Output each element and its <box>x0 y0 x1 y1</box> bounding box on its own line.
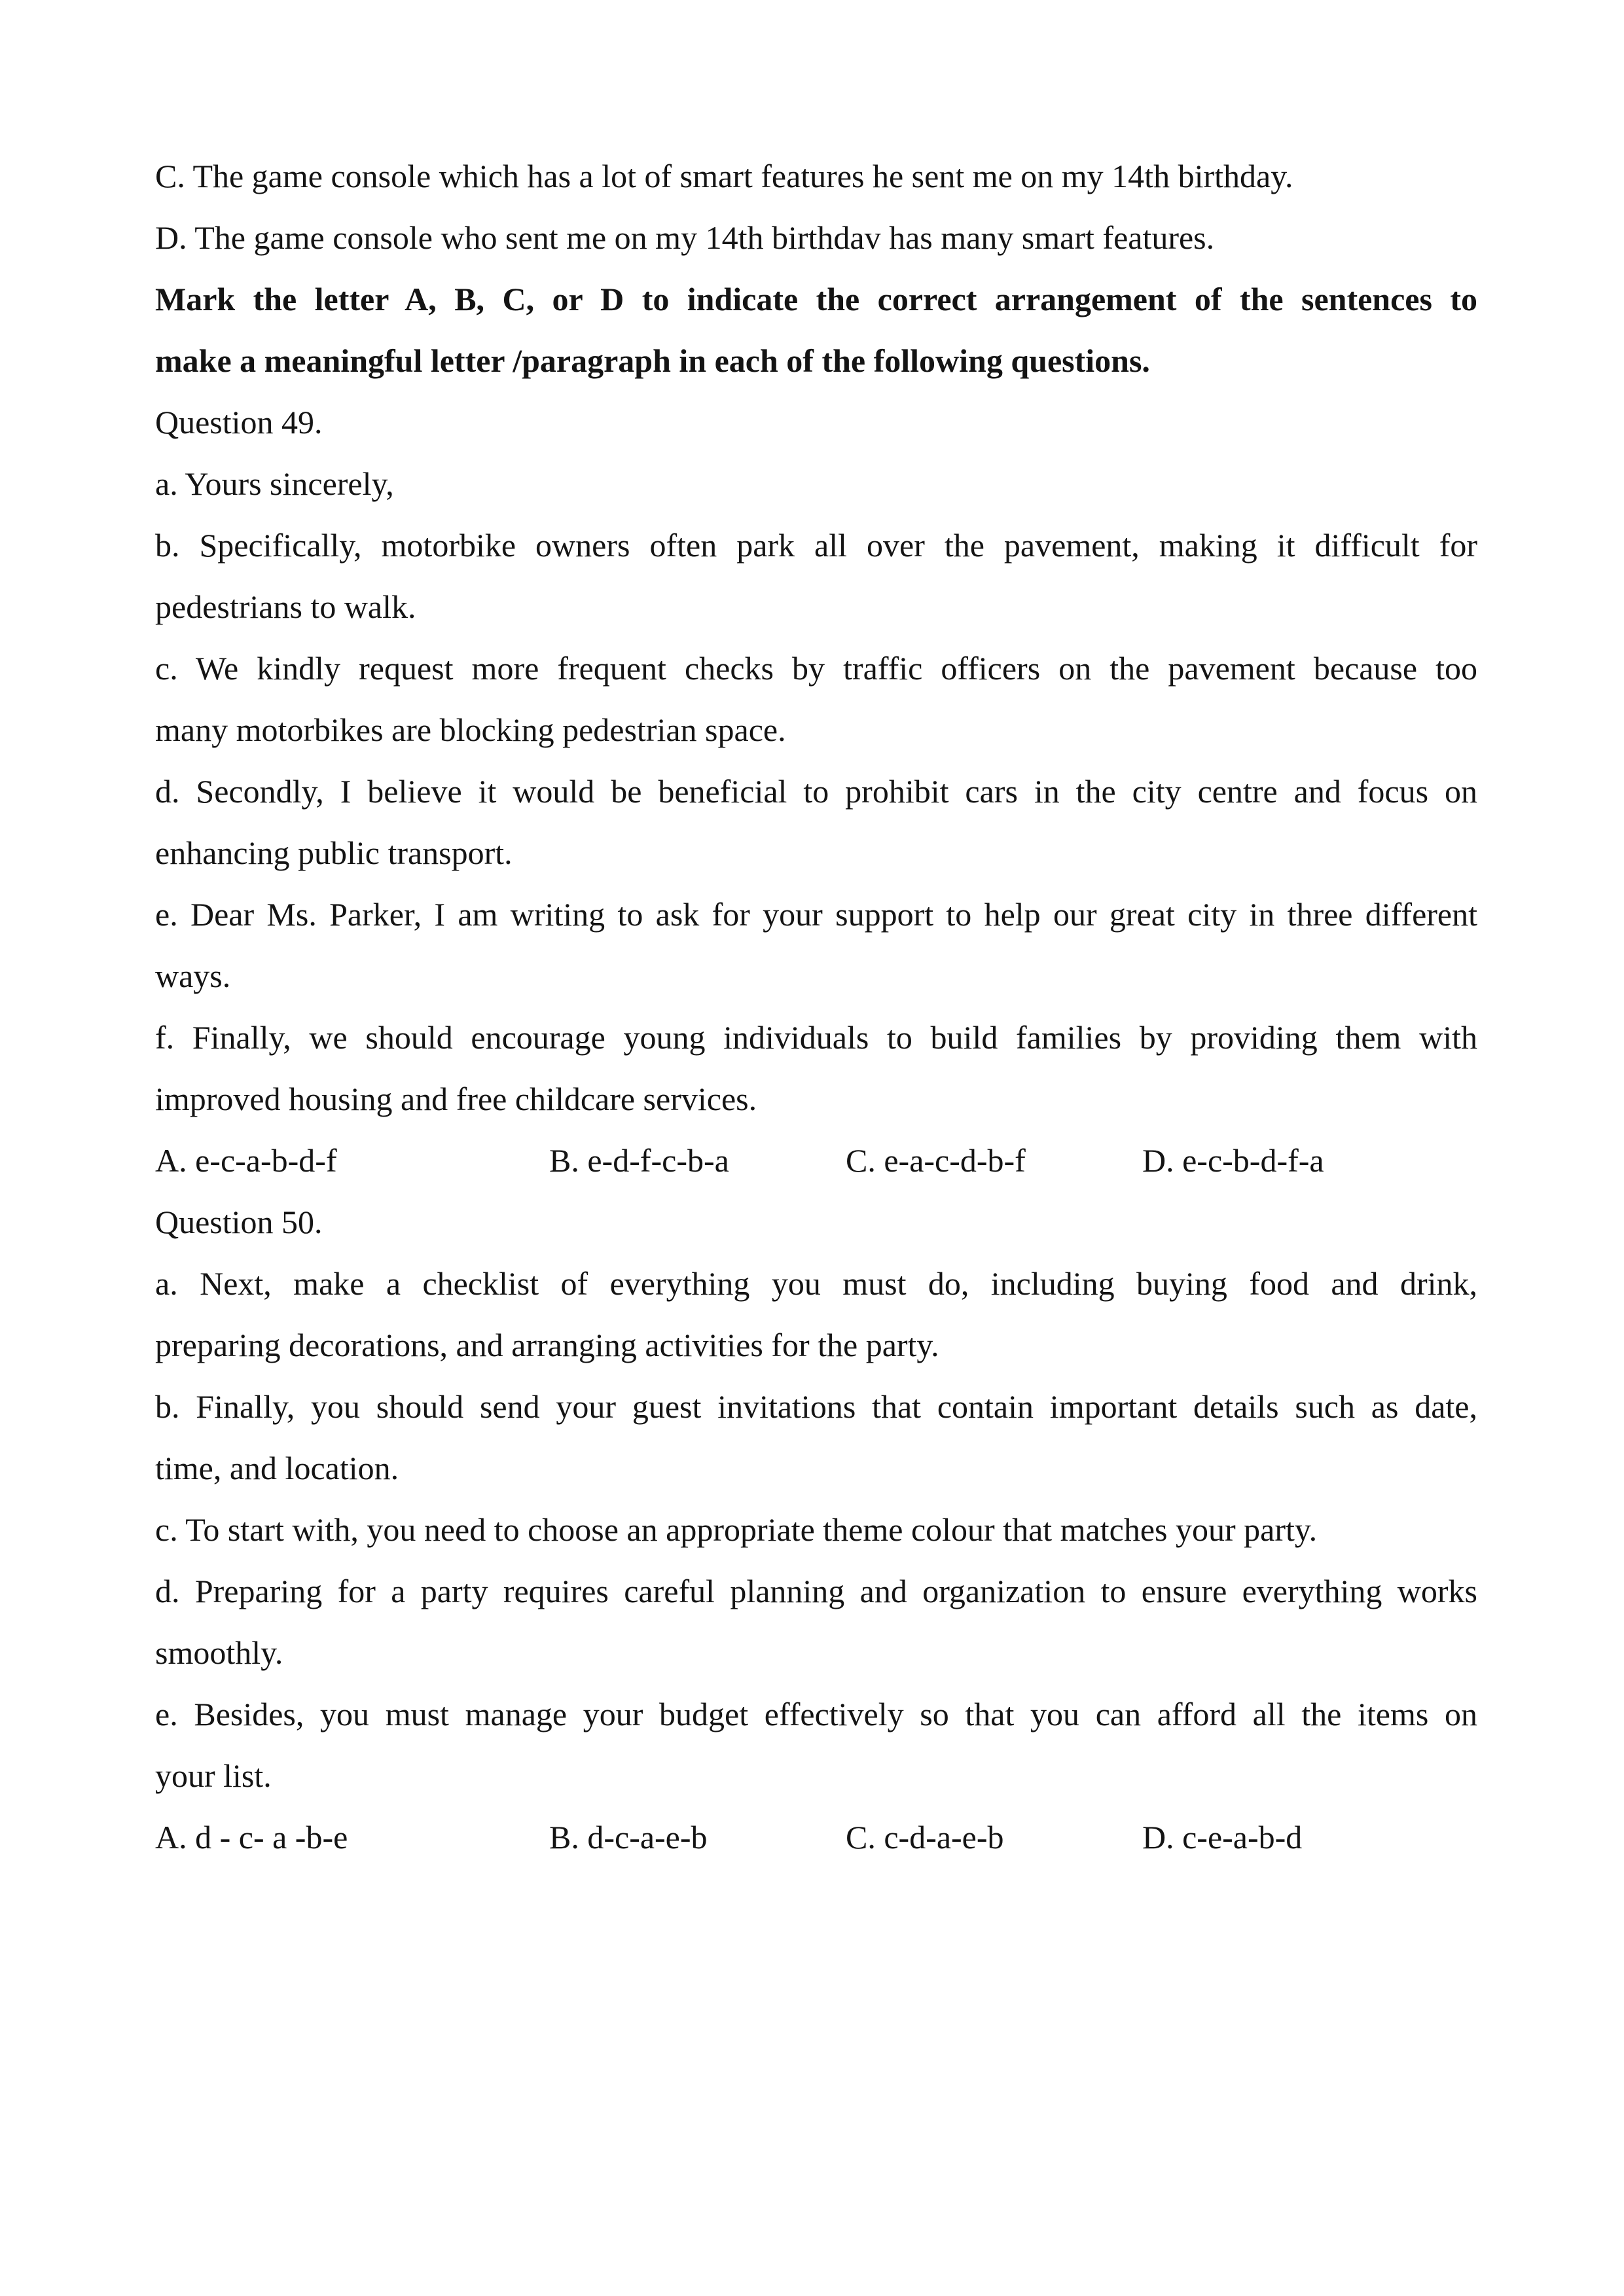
q49-sentence-e-line-2: ways. <box>155 958 231 994</box>
q50-option-d: D. c-e-a-b-d <box>1142 1819 1303 1856</box>
q49-sentence-c-line-2: many motorbikes are blocking pedestrian space. <box>155 711 786 748</box>
q50-options <box>155 1806 1477 1868</box>
q50-sentence-e-line-1: e. Besides, you must manage your budget effectively so that you can afford all the items on <box>155 1696 1477 1732</box>
q49-option-c: C. e-a-c-d-b-f <box>846 1142 1026 1179</box>
q50-sentence-b-line-1: b. Finally, you should send your guest invitations that contain important details such as date, <box>155 1388 1477 1425</box>
q49-option-d: D. e-c-b-d-f-a <box>1142 1142 1324 1179</box>
q50-sentence-b-line-2: time, and location. <box>155 1450 399 1486</box>
q50-sentence-a-line-2: preparing decorations, and arranging activities for the party. <box>155 1327 939 1363</box>
q50-option-c: C. c-d-a-e-b <box>846 1819 1004 1856</box>
q50-option-b: B. d-c-a-e-b <box>549 1819 708 1856</box>
q49-sentence-b-line-2: pedestrians to walk. <box>155 588 416 625</box>
q50-sentence-d-line-1: d. Preparing for a party requires careful planning and organization to ensure everything works <box>155 1573 1477 1609</box>
q50-sentence-c: c. To start with, you need to choose an appropriate theme colour that matches your party. <box>155 1511 1318 1548</box>
q49-sentence-f-line-1: f. Finally, we should encourage young individuals to build families by providing them with <box>155 1019 1477 1056</box>
q49-option-a: A. e-c-a-b-d-f <box>155 1142 337 1179</box>
q49-sentence-d-line-2: enhancing public transport. <box>155 834 513 871</box>
q49-sentence-f-line-2: improved housing and free childcare services. <box>155 1081 757 1117</box>
instruction-line-1: Mark the letter A, B, C, or D to indicate the correct arrangement of the sentences to <box>155 281 1477 317</box>
q49-sentence-d-line-1: d. Secondly, I believe it would be beneficial to prohibit cars in the city centre and focus on <box>155 773 1477 810</box>
q49-options <box>155 1130 1477 1191</box>
q49-title: Question 49. <box>155 404 323 440</box>
q49-sentence-e-line-1: e. Dear Ms. Parker, I am writing to ask for your support to help our great city in three different <box>155 896 1477 933</box>
q50-sentence-a-line-1: a. Next, make a checklist of everything you must do, including buying food and drink, <box>155 1265 1477 1302</box>
q49-sentence-c-line-1: c. We kindly request more frequent checks by traffic officers on the pavement because too <box>155 650 1477 687</box>
q48-option-d: D. The game console who sent me on my 14th birthdav has many smart features. <box>155 219 1215 256</box>
instruction-line-2: make a meaningful letter /paragraph in each of the following questions. <box>155 342 1150 379</box>
q49-sentence-a: a. Yours sincerely, <box>155 465 394 502</box>
q49-option-b: B. e-d-f-c-b-a <box>549 1142 729 1179</box>
q50-option-a: A. d - c- a -b-e <box>155 1819 348 1856</box>
q50-sentence-d-line-2: smoothly. <box>155 1634 283 1671</box>
q50-sentence-e-line-2: your list. <box>155 1757 272 1794</box>
q48-option-c: C. The game console which has a lot of smart features he sent me on my 14th birthday. <box>155 158 1293 194</box>
document-page <box>155 145 1477 1868</box>
q50-title: Question 50. <box>155 1204 323 1240</box>
q49-sentence-b-line-1: b. Specifically, motorbike owners often park all over the pavement, making it difficult for <box>155 527 1477 564</box>
